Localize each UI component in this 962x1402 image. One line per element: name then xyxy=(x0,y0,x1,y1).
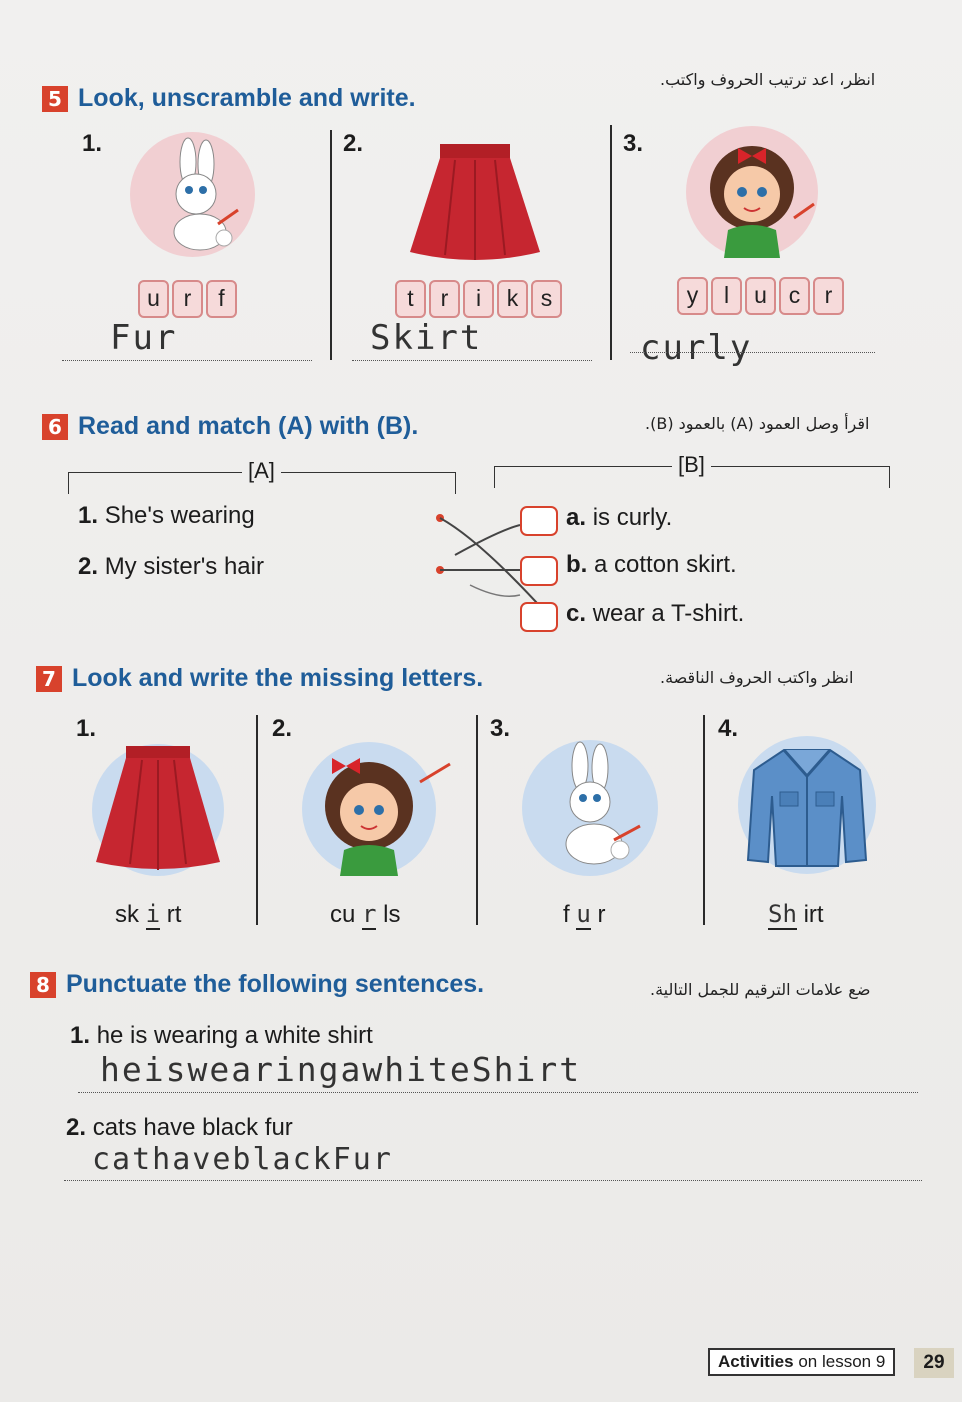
ex6-b-item-b-letter: b. xyxy=(566,551,588,578)
ex7-item4-number: 4. xyxy=(718,715,739,742)
ex7-item4-after: irt xyxy=(803,901,824,928)
ex6-b-item-c-text: wear a T-shirt. xyxy=(592,600,745,627)
ex5-item2-number: 2. xyxy=(343,130,364,157)
letter-tile: y xyxy=(677,277,708,315)
ex7-item1-before: sk xyxy=(115,901,139,928)
ex7-item2-before: cu xyxy=(330,901,356,928)
ex8-item-2-answer-line xyxy=(64,1180,922,1181)
ex8-item-1-answer-line xyxy=(78,1092,918,1093)
ex8-item-2 xyxy=(66,1114,293,1142)
ex8-item-1-number: 1. xyxy=(70,1022,91,1049)
ex7-item3-number: 3. xyxy=(490,715,511,742)
ex5-item3-letter-tiles xyxy=(677,277,844,315)
girl-icon xyxy=(302,742,436,876)
ex7-number-badge: 7 xyxy=(36,666,62,692)
ex7-item1-picture xyxy=(92,744,224,876)
ex5-item3-number: 3. xyxy=(623,130,644,157)
ex6-a-item-2-text: My sister's hair xyxy=(104,553,264,580)
letter-tile: t xyxy=(395,280,426,318)
girl-icon xyxy=(686,126,818,258)
ex8-item-1-answer[interactable]: heiswearingawhiteShirt xyxy=(100,1050,582,1089)
ex5-title: Look, unscramble and write. xyxy=(78,84,416,112)
ex6-match-lines xyxy=(0,500,962,640)
bunny-icon xyxy=(130,132,255,257)
ex6-col-a-label: [A] xyxy=(242,458,281,484)
ex5-item2-answer-line xyxy=(352,360,592,361)
ex5-item2-answer[interactable]: Skirt xyxy=(370,318,483,358)
letter-tile: c xyxy=(779,277,810,315)
ex8-item-2-text: cats have black fur xyxy=(92,1114,293,1141)
ex7-header xyxy=(36,664,483,693)
ex6-a-item-1-text: She's wearing xyxy=(104,502,255,529)
ex7-item4-picture xyxy=(738,736,876,874)
letter-tile: k xyxy=(497,280,528,318)
ex7-item1-after: rt xyxy=(166,901,182,928)
ex5-item1-picture xyxy=(130,132,255,257)
ex7-item4-word xyxy=(768,900,824,929)
ex5-header xyxy=(42,84,416,113)
ex7-divider-2 xyxy=(476,715,478,925)
ex6-a-item-1-number: 1. xyxy=(78,502,99,529)
ex5-item3-answer-line xyxy=(630,352,875,353)
ex7-item3-blank[interactable]: u xyxy=(576,900,591,928)
ex5-item3-answer[interactable]: curly xyxy=(640,328,753,368)
ex7-item4-blank[interactable]: Sh xyxy=(768,900,797,928)
skirt-icon xyxy=(92,744,224,876)
ex6-number-badge: 6 xyxy=(42,414,68,440)
ex8-item-2-answer[interactable]: cathaveblackFur xyxy=(92,1142,393,1177)
ex8-title: Punctuate the following sentences. xyxy=(66,970,485,998)
letter-tile: r xyxy=(172,280,203,318)
ex6-arabic-instruction: اقرأ وصل العمود (A) بالعمود (B). xyxy=(645,414,870,433)
letter-tile: l xyxy=(711,277,742,315)
footer-lesson-label xyxy=(708,1348,895,1376)
bunny-icon xyxy=(522,740,658,876)
letter-tile: r xyxy=(429,280,460,318)
letter-tile: s xyxy=(531,280,562,318)
ex6-col-b-label: [B] xyxy=(672,452,711,478)
ex6-b-item-a-text: is curly. xyxy=(592,504,673,531)
ex5-item3-picture xyxy=(686,126,818,258)
letter-tile: u xyxy=(138,280,169,318)
letter-tile: u xyxy=(745,277,776,315)
ex6-b-checkbox-b[interactable] xyxy=(520,556,558,586)
ex5-item2-picture xyxy=(405,140,545,265)
ex6-b-item-b xyxy=(566,551,737,579)
ex7-divider-1 xyxy=(256,715,258,925)
ex8-item-2-number: 2. xyxy=(66,1114,87,1141)
ex7-item1-word xyxy=(115,900,181,929)
ex6-b-item-a-letter: a. xyxy=(566,504,587,531)
ex7-divider-3 xyxy=(703,715,705,925)
ex6-b-item-c xyxy=(566,600,744,628)
ex7-item1-number: 1. xyxy=(76,715,97,742)
ex7-item2-word xyxy=(330,900,401,929)
ex7-item2-number: 2. xyxy=(272,715,293,742)
ex5-item2-letter-tiles xyxy=(395,280,562,318)
ex5-arabic-instruction: انظر، اعد ترتيب الحروف واكتب. xyxy=(660,70,876,89)
ex8-item-1 xyxy=(70,1022,373,1050)
letter-tile: r xyxy=(813,277,844,315)
denim-shirt-icon xyxy=(738,736,876,874)
ex8-header xyxy=(30,970,484,999)
ex7-item2-after: ls xyxy=(383,901,401,928)
ex8-arabic-instruction: ضع علامات الترقيم للجمل التالية. xyxy=(650,980,871,999)
ex6-header xyxy=(42,412,418,441)
ex7-item2-blank[interactable]: r xyxy=(362,900,377,928)
ex6-b-item-a xyxy=(566,504,672,532)
ex5-item1-answer[interactable]: Fur xyxy=(110,318,178,358)
page-number: 29 xyxy=(914,1348,954,1378)
ex5-item1-letter-tiles xyxy=(138,280,237,318)
ex6-b-item-b-text: a cotton skirt. xyxy=(594,551,737,578)
ex5-divider-1 xyxy=(330,130,332,360)
ex5-divider-2 xyxy=(610,125,612,360)
letter-tile: f xyxy=(206,280,237,318)
footer-label-bold: Activities xyxy=(718,1352,794,1371)
ex6-b-item-c-letter: c. xyxy=(566,600,587,627)
ex7-item3-picture xyxy=(522,740,658,876)
ex7-item3-word xyxy=(563,900,605,929)
ex7-title: Look and write the missing letters. xyxy=(72,664,484,692)
ex6-title: Read and match (A) with (B). xyxy=(78,412,419,440)
ex5-number-badge: 5 xyxy=(42,86,68,112)
ex6-a-item-2-number: 2. xyxy=(78,553,99,580)
ex8-item-1-text: he is wearing a white shirt xyxy=(96,1022,373,1049)
footer-label-rest: on lesson 9 xyxy=(798,1352,886,1371)
ex5-item1-answer-line xyxy=(62,360,312,361)
ex6-b-checkbox-c[interactable] xyxy=(520,602,558,632)
ex7-item3-after: r xyxy=(597,901,606,928)
ex7-item2-picture xyxy=(302,742,436,876)
ex7-item1-blank[interactable]: i xyxy=(145,900,161,928)
ex7-item3-before: f xyxy=(563,901,570,928)
ex5-item1-number: 1. xyxy=(82,130,103,157)
skirt-icon xyxy=(405,140,545,265)
letter-tile: i xyxy=(463,280,494,318)
ex6-b-checkbox-a[interactable] xyxy=(520,506,558,536)
ex8-number-badge: 8 xyxy=(30,972,56,998)
ex7-arabic-instruction: انظر واكتب الحروف الناقصة. xyxy=(660,668,854,687)
